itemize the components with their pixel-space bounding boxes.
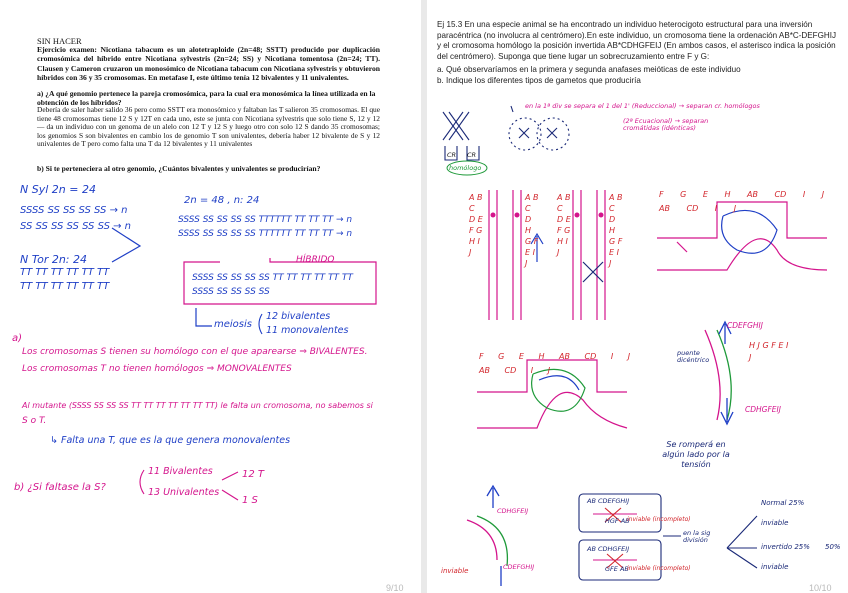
note-left-inviable: inviable [441,567,469,575]
note-seq-right: CDHGFEIJ [745,405,781,414]
box1-bottom: HGF AB [605,517,630,525]
note-invertido: invertido 25% [761,543,810,551]
bottom-bridge [467,486,507,586]
answer-a: Debería de saler haber salido 36 pero como SSTT era monosómico y faltaban las T salieron 35 cromosomas. El que tiene 48 cromosomas tiene 12 S y 12T en cada uno, este se junta con Nicotiana sylvestris que solo tiene S, 12 y 12 — da un individuo con un genoma de un alelo con 12 T y 12 S y luego otro con solo 12 S dando 35 cromosomas; los genomios S son bivalentes en cambio los de genomio T son univalentes, debería haber 12 bivalente de S y 12 univalentes de T pero como falta una T da 12 bivalentes y 11 univalentes [37,105,380,149]
box1-top: AB CDEFGHIJ [587,497,630,505]
note-normal: Normal 25% [761,499,805,507]
note-b-bivalentes: 11 Bivalentes [148,466,213,477]
note-seq-bot: CDHGFEIJ [497,507,529,515]
col4-letters: A B C D H G F E I J [609,193,623,268]
loop-top-labels: F G E H AB CD I J AB CD I J [659,190,825,213]
item-b: b. Indique los diferentes tipos de gametos que produciría [437,76,641,85]
note-first-division: en la 1ª div se separa el 1 del 1' (Reduccional) → separan cr. homólogos [525,102,760,110]
note-b-1s: 1 S [242,495,258,506]
exam-text: Ejercicio examen: Nicotiana tabacum es un alotetraploide (2n=48; SSTT) producido por duplicación cromosómica del híbrido entre Nicotiana sylvestris (2n=24; SS) y Nicotiana tomentosa (2n=24; TT). Clausen y Cameron cruzaron un monosómico de Nicotiana tabacum con Nicotiana sylvestris y obtuvieron híbridos con 36 y 35 cromosomas. En metafase I, este último tenía 12 bivalentes y 11 univalentes. [37,45,380,82]
note-12-bivalentes: 12 bivalentes [266,311,331,322]
note-inviable-b: inviable [761,563,789,571]
loop-mid-labels: F G E H AB CD I J AB CD I J [479,352,631,375]
note-seq-bot2: CDEFGHIJ [503,563,535,571]
page-number-right: 10/10 [809,583,832,593]
item-a: a. Qué observaríamos en la primera y segunda anafases meióticas de este individuo [437,65,741,74]
note-50pct: 50% [825,543,841,551]
question-b: b) Si te perteneciera al otro genomio, ¿Cuántos bivalentes y univalentes se producirían? [37,164,321,173]
note-sig-division: en la sig división [683,529,711,544]
col3-letters: A B C D E F G H I J [557,193,571,257]
box1-inviable: inviable (incompleto) [627,516,691,523]
chromosome-columns [489,190,605,320]
note-mutante: Al mutante (SSSS SS SS SS TT TT TT TT TT TT TT) le falta un cromosoma, no sabemos si [22,401,373,410]
note-b-univalentes: 13 Univalentes [148,487,220,498]
right-page [427,0,848,593]
note-hib-row2: SSSS SS SS SS SS [192,287,270,297]
note-a-label: a) [12,333,23,344]
col1-letters: A B C D E F G H I J [469,193,483,257]
note-t-row1: TT TT TT TT TT TT [20,267,110,278]
note-tabacum: 2n = 48 , n: 24 [184,195,260,206]
note-seq-top: CDEFGHIJ [727,321,763,330]
note-s-row2: SS SS SS SS SS SS → n [20,221,132,232]
note-so-t: S o T. [22,416,47,426]
note-ntor: N Tor 2n: 24 [20,253,88,266]
left-page [0,0,421,593]
note-cr1: CR [447,151,457,159]
note-inviable-a: inviable [761,519,789,527]
note-puente: puente dicéntrico [677,349,710,364]
note-second-division: (2ª Ecuacional) → separan cromátidas (idénticas) [623,117,709,132]
note-meiosis: meiosis [214,319,252,330]
note-line-s: Los cromosomas S tienen su homólogo con el que aparearse ⇒ BIVALENTES. [22,347,368,357]
note-hib-row1: SSSS SS SS SS SS TT TT TT TT TT TT [192,273,353,283]
note-11-monovalentes: 11 monovalentes [266,325,349,336]
page-number-left: 9/10 [386,583,404,593]
box2-inviable: inviable (incompleto) [627,565,691,572]
note-falta-t: ↳ Falta una T, que es la que genera monovalentes [50,435,291,446]
note-seq-letters: H J G F E I J [749,341,789,362]
note-rompera: Se romperá en algún lado por la tensión [662,440,730,469]
note-homologo: homólogo [449,164,482,172]
dicentric-bridge [705,322,733,424]
note-tab-row2: SSSS SS SS SS SS TTTTTT TT TT TT → n [178,229,353,239]
note-s-row1: SSSS SS SS SS SS → n [20,205,128,216]
note-b-question: b) ¿Si faltase la S? [14,482,106,493]
heading-sin-hacer: SIN HACER [37,36,82,46]
box2-top: AB CDHGFEIJ [587,545,630,553]
note-line-t: Los cromosomas T no tienen homólogos ⇒ MONOVALENTES [22,364,292,374]
note-tab-row1: SSSS SS SS SS SS TTTTTT TT TT TT → n [178,215,353,225]
box2-bottom: GFE AB [605,565,629,573]
note-nsyl: N Syl 2n = 24 [20,183,96,196]
question-a: a) ¿A qué genomio pertenece la pareja cromosómica, para la cual era monosómica la línea utilizada en la obtención de los híbridos? [37,89,376,108]
problem-text: Ej 15.3 En una especie animal se ha encontrado un individuo heterocigoto estructural para una inversión paracéntrica (no involucra al centrómero).En este individuo, un cromosoma tiene la ordenación AB*C-DEFGHIJ y el cromosoma homólogo la posición invertida AB*CDHGFEIJ (En ambos casos, el asterisco indica la posición del centrómero). Suponga que tiene lugar un sobrecruzamiento entre F y G: [437,20,837,61]
note-t-row2: TT TT TT TT TT TT [20,281,110,292]
col2-letters: A B C D H G F E I J [525,193,539,268]
note-cr2: CR [467,151,477,159]
note-b-12t: 12 T [242,469,265,480]
homolog-pairing-sketch [443,106,569,160]
note-hibrido: HÍBRIDO [296,255,335,265]
